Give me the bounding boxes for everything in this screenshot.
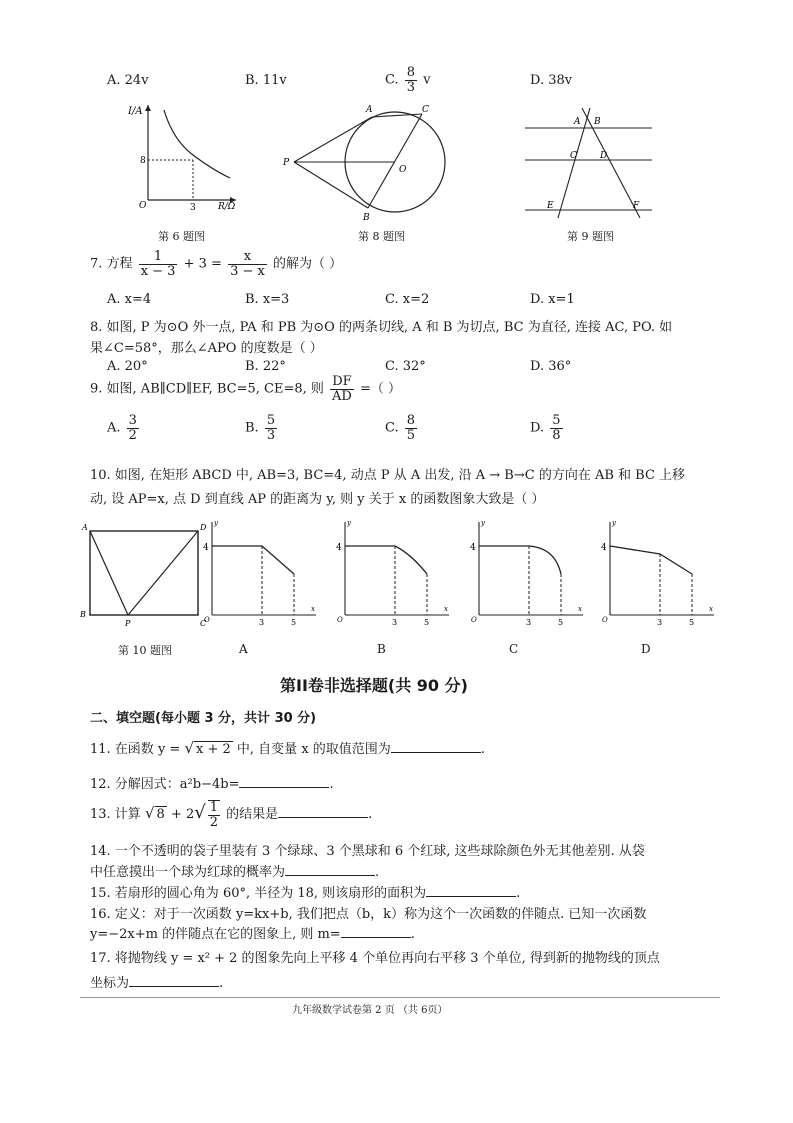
y-label: y [214,519,218,527]
y-tick-4: 4 [336,543,342,553]
q6-option-c [385,66,431,94]
function-curve [212,546,294,574]
denominator: 3 [266,427,276,443]
q7-suffix: 的解为（ ） [272,256,343,272]
y-label: y [612,519,616,527]
question-10-line-2: 动, 设 AP=x, 点 D 到直线 AP 的距离为 y, 则 y 关于 x 的函数图象大致是（ ） [90,492,545,507]
origin-label: O [471,616,477,624]
point-label-c: C [422,105,429,115]
figure-9-caption: 第 9 题图 [567,230,614,243]
answer-blank[interactable] [341,925,411,938]
point-label-c: C [200,619,207,628]
x-tick-3: 3 [657,618,663,627]
q13-suffix: 的结果是 [226,807,279,823]
function-curve [479,546,561,574]
x-tick-3: 3 [259,618,265,627]
question-12 [90,773,334,792]
sqrt-icon: √ [144,804,155,823]
q7-mid: + 3 = [183,256,222,272]
y-axis-label: I/A [128,106,143,117]
answer-blank[interactable] [278,805,368,818]
question-14-line-2 [90,861,379,880]
denominator: AD [332,388,352,404]
point-label-a: A [82,523,88,532]
part-2-heading: 二、填空题(每小题 3 分，共计 30 分) [90,711,317,726]
q11-end: . [480,742,485,757]
option-label: A. [107,420,121,436]
origin-label: O [139,201,147,211]
q7-option-d: D. x=1 [530,292,575,307]
point-label-o: O [399,165,407,175]
point-label-d: D [200,523,207,532]
numerator: 8 [406,413,416,428]
graph-option-b [333,518,453,630]
option-label: C. [385,420,399,436]
origin-label: O [602,616,608,624]
point-label-p: P [283,158,290,168]
option-label: B. [245,420,259,436]
fraction-1 [139,250,178,278]
y-label: y [481,519,485,527]
figure-8-circle [280,100,460,225]
x-tick-5: 5 [424,618,430,627]
q11-prefix: 11. 在函数 y = [90,742,181,757]
y-tick-4: 4 [601,543,607,553]
numerator: 1 [139,250,178,265]
y-tick-8: 8 [140,156,146,166]
question-17-line-1: 17. 将抛物线 y = x² + 2 的图象先向上平移 4 个单位再向右平移 3 个单位, 得到新的抛物线的顶点 [90,951,660,966]
page-footer: 九年级数学试卷第 2 页 （共 6页） [292,1005,448,1016]
q9-option-c [385,414,419,442]
q9-option-d [530,414,565,442]
q6-option-a: A. 24v [107,73,149,88]
fraction [330,375,354,403]
x-tick-5: 5 [291,618,297,627]
x-label: x [578,605,582,613]
tangent-pb [294,162,368,208]
figure-9-parallel-lines [520,100,660,220]
q15-end: . [516,886,521,901]
q13-end: . [368,807,373,823]
x-tick-3: 3 [190,203,196,213]
question-8-line-1: 8. 如图, P 为⊙O 外一点, PA 和 PB 为⊙O 的两条切线, A 和 B 为切点, BC 为直径, 连接 AC, PO. 如 [90,320,673,335]
graph-a-label: A [239,642,248,656]
segment-dp [128,531,198,615]
numerator: 1 [209,800,218,815]
q6-option-b: B. 11v [245,73,287,88]
q9-prefix: 9. 如图, AB∥CD∥EF, BC=5, CE=8, 则 [90,381,324,397]
q6-option-d: D. 38v [530,73,573,88]
y-tick-4: 4 [470,543,476,553]
numerator: 5 [552,413,561,428]
fraction [405,414,417,442]
graph-d-label: D [641,642,651,656]
q7-prefix: 7. 方程 [90,256,133,272]
figure-6-caption: 第 6 题图 [158,230,205,243]
origin-label: O [337,616,343,624]
graph-c-label: C [509,642,519,656]
question-11 [90,738,485,757]
q12-end: . [329,777,334,792]
fraction-2 [228,250,267,278]
q16-text: y=−2x+m 的伴随点在它的图象上, 则 m= [90,927,341,942]
answer-blank[interactable] [426,884,516,897]
answer-blank[interactable] [239,775,329,788]
graph-option-c [467,518,587,630]
answer-blank[interactable] [129,974,219,987]
segment-ap [90,531,128,615]
q9-suffix: =（ ） [360,381,402,397]
origin-label: O [204,616,210,624]
numerator: 5 [266,413,276,428]
function-curve [345,546,427,574]
denominator: 3 [406,79,416,95]
rect-abcd [90,531,198,615]
question-15 [90,882,520,901]
point-label-a: A [366,105,373,115]
figure-8-caption: 第 8 题图 [358,230,405,243]
point-label-p: P [125,619,131,628]
question-9 [90,375,401,403]
fraction [265,414,277,442]
x-label: x [444,605,448,613]
question-17-line-2 [90,972,223,991]
x-label: x [311,605,315,613]
answer-blank[interactable] [285,863,375,876]
transversal-2 [582,108,640,218]
q15-text: 15. 若扇形的圆心角为 60°, 半径为 18, 则该扇形的面积为 [90,886,427,901]
q17-end: . [219,976,224,991]
q17-text: 坐标为 [90,976,130,991]
q13-prefix: 13. 计算 [90,807,141,823]
y-label: y [347,519,351,527]
figure-6-graph [118,100,248,215]
q8-option-a: A. 20° [107,359,148,374]
graph-option-a [200,518,320,630]
q9-option-b [245,414,279,442]
graph-b-label: B [377,642,386,656]
denominator: 3 − x [230,263,265,279]
x-tick-3: 3 [526,618,532,627]
numerator: 3 [128,413,137,428]
radicand: x + 2 [196,742,231,757]
unit: v [423,72,431,88]
question-10-line-1: 10. 如图, 在矩形 ABCD 中, AB=3, BC=4, 动点 P 从 A 出发, 沿 A → B→C 的方向在 AB 和 BC 上移 [90,468,686,483]
figure-10-caption: 第 10 题图 [118,644,172,657]
section-2-title: 第II卷非选择题(共 90 分) [280,676,468,695]
q7-option-a: A. x=4 [107,292,152,307]
question-14-line-1: 14. 一个不透明的袋子里装有 3 个绿球、3 个黑球和 6 个红球, 这些球除颜色外无其他差别. 从袋 [90,844,645,859]
point-label-a: A [574,117,581,127]
fraction [405,66,417,94]
numerator: DF [330,375,354,390]
denominator: 5 [406,427,416,443]
question-7 [90,250,342,278]
q13-mid: + 2 [170,807,195,823]
denominator: 8 [552,427,561,443]
q7-option-c: C. x=2 [385,292,430,307]
option-label: D. [530,420,545,436]
x-axis-label: R/Ω [218,202,236,212]
denominator: 2 [209,814,218,830]
point-label-e: E [547,201,554,211]
sqrt-icon: √ [184,739,195,757]
q8-option-d: D. 36° [530,359,572,374]
fraction [550,414,562,442]
point-label-b: B [363,213,370,223]
y-arrow-icon [145,105,151,111]
q14-end: . [375,865,380,880]
question-16-line-1: 16. 定义：对于一次函数 y=kx+b, 我们把点（b，k）称为这个一次函数的伴随点. 已知一次函数 [90,907,647,922]
footer-divider [80,997,720,998]
graph-option-d [598,518,718,630]
q14-text: 中任意摸出一个球为红球的概率为 [90,865,286,880]
option-label: C. [385,72,399,88]
radicand: 8 [156,807,165,823]
x-tick-5: 5 [558,618,564,627]
fraction [127,414,139,442]
diameter-bc [368,114,422,208]
inverse-curve [164,110,230,178]
question-13 [90,800,372,829]
q7-option-b: B. x=3 [245,292,290,307]
numerator: x [228,250,267,265]
x-label: x [709,605,713,613]
figure-10-rectangle [80,518,210,633]
function-curve [610,546,692,574]
point-label-b: B [80,610,86,619]
sqrt-icon: √ [194,802,206,824]
fraction [208,800,220,829]
answer-blank[interactable] [391,740,481,753]
point-label-f: F [633,201,640,211]
question-8-line-2: 果∠C=58°，那么∠APO 的度数是（ ） [90,341,323,356]
q16-end: . [410,927,415,942]
denominator: 2 [128,427,137,443]
q12-text: 12. 分解因式：a²b−4b= [90,777,240,792]
question-16-line-2 [90,923,415,942]
q9-option-a [107,414,141,442]
q8-option-b: B. 22° [245,359,286,374]
x-tick-3: 3 [392,618,398,627]
point-label-d: D [600,151,608,161]
denominator: x − 3 [140,263,176,279]
point-label-c: C [570,151,577,161]
point-label-b: B [594,117,601,127]
q8-option-c: C. 32° [385,359,426,374]
tangent-pa [294,117,372,162]
y-tick-4: 4 [203,543,209,553]
numerator: 8 [406,65,416,80]
x-tick-5: 5 [689,618,695,627]
q11-suffix: 中, 自变量 x 的取值范围为 [236,742,391,757]
